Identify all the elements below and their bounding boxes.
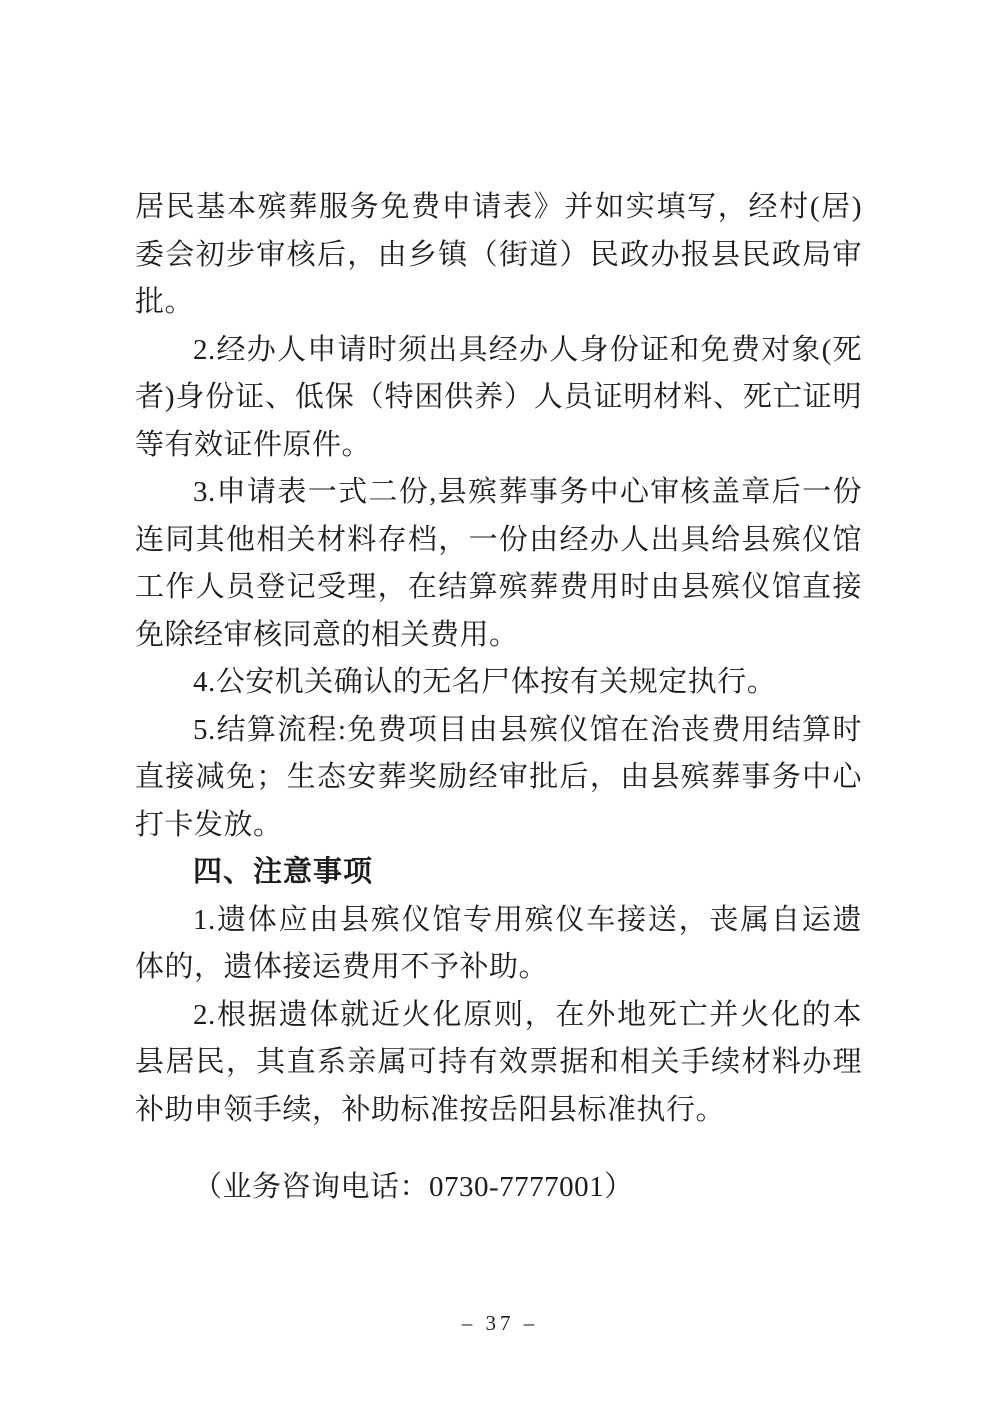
notes-paragraph-item-1: 1.遗体应由县殡仪馆专用殡仪车接送，丧属自运遗体的，遗体接运费用不予补助。 [135,903,862,983]
page-number: – 37 – [461,1311,539,1335]
notes-paragraph-item-2: 2.根据遗体就近火化原则，在外地死亡并火化的本县居民，其直系亲属可持有效票据和相关手续材料办理补助申领手续，补助标准按岳阳县标准执行。 [135,998,862,1126]
body-paragraph-continuation: 居民基本殡葬服务免费申请表》并如实填写，经村(居)委会初步审核后，由乡镇（街道）民政办报县民政局审批。 [135,191,862,318]
section-heading-notes: 四、注意事项 [193,856,374,888]
document-body [135,184,862,1212]
body-paragraph-item-3: 3.申请表一式二份,县殡葬事务中心审核盖章后一份连同其他相关材料存档，一份由经办人出具给县殡仪馆工作人员登记受理，在结算殡葬费用时由县殡仪馆直接免除经审核同意的相关费用。 [135,476,862,651]
body-paragraph-item-2: 2.经办人申请时须出具经办人身份证和免费对象(死者)身份证、低保（特困供养）人员证明材料、死亡证明等有效证件原件。 [135,333,862,461]
contact-phone-line: （业务咨询电话：0730-7777001） [193,1171,634,1203]
body-paragraph-item-4: 4.公安机关确认的无名尸体按有关规定执行。 [193,666,777,698]
body-paragraph-item-5: 5.结算流程:免费项目由县殡仪馆在治丧费用结算时直接减免；生态安葬奖励经审批后，由县殡葬事务中心打卡发放。 [135,713,862,841]
